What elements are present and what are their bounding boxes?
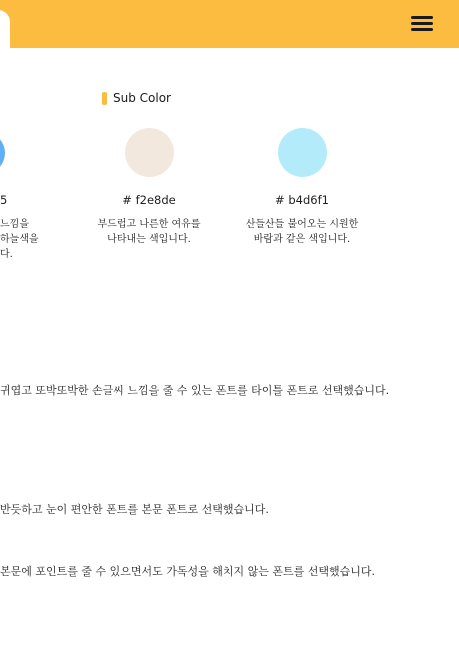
point-font-description: 본문에 포인트를 줄 수 있으면서도 가독성을 해치지 않는 폰트를 선택했습니다. [0,565,375,578]
color-hex-label: # b4d6f1 [275,193,329,207]
color-hex-label: 5 [0,193,8,207]
color-swatch [278,128,327,177]
color-description [84,217,214,247]
body-font-description: 반듯하고 눈이 편안한 폰트를 본문 폰트로 선택했습니다. [0,503,269,516]
heading-marker [102,92,107,105]
sub-color-label: Sub Color [113,91,171,105]
hamburger-menu-icon[interactable] [410,12,436,36]
color-swatch [0,132,5,174]
color-hex-label: # f2e8de [122,193,176,207]
title-font-description: 귀엽고 또박또박한 손글씨 느낌을 줄 수 있는 폰트를 타이틀 폰트로 선택했습니다. [0,384,390,397]
menu-line [411,28,433,31]
color-description-line: 산들산들 불어오는 시원한 [245,219,359,230]
color-description-line: 하늘색을 [0,234,39,245]
header-bar [0,0,459,48]
color-description [232,217,372,247]
color-description-line: 나타내는 색입니다. [107,234,191,245]
color-description-line: 느낌을 [0,219,29,230]
menu-line [411,16,433,19]
color-description-line: 바람과 같은 색입니다. [253,234,351,245]
color-swatch [125,128,174,177]
color-description [0,217,39,262]
color-description-line: 부드럽고 나른한 여유를 [97,219,201,230]
menu-line [411,22,433,25]
color-description-line: 다. [0,249,13,260]
sub-color-heading [102,91,171,105]
logo-fragment[interactable] [0,10,10,48]
